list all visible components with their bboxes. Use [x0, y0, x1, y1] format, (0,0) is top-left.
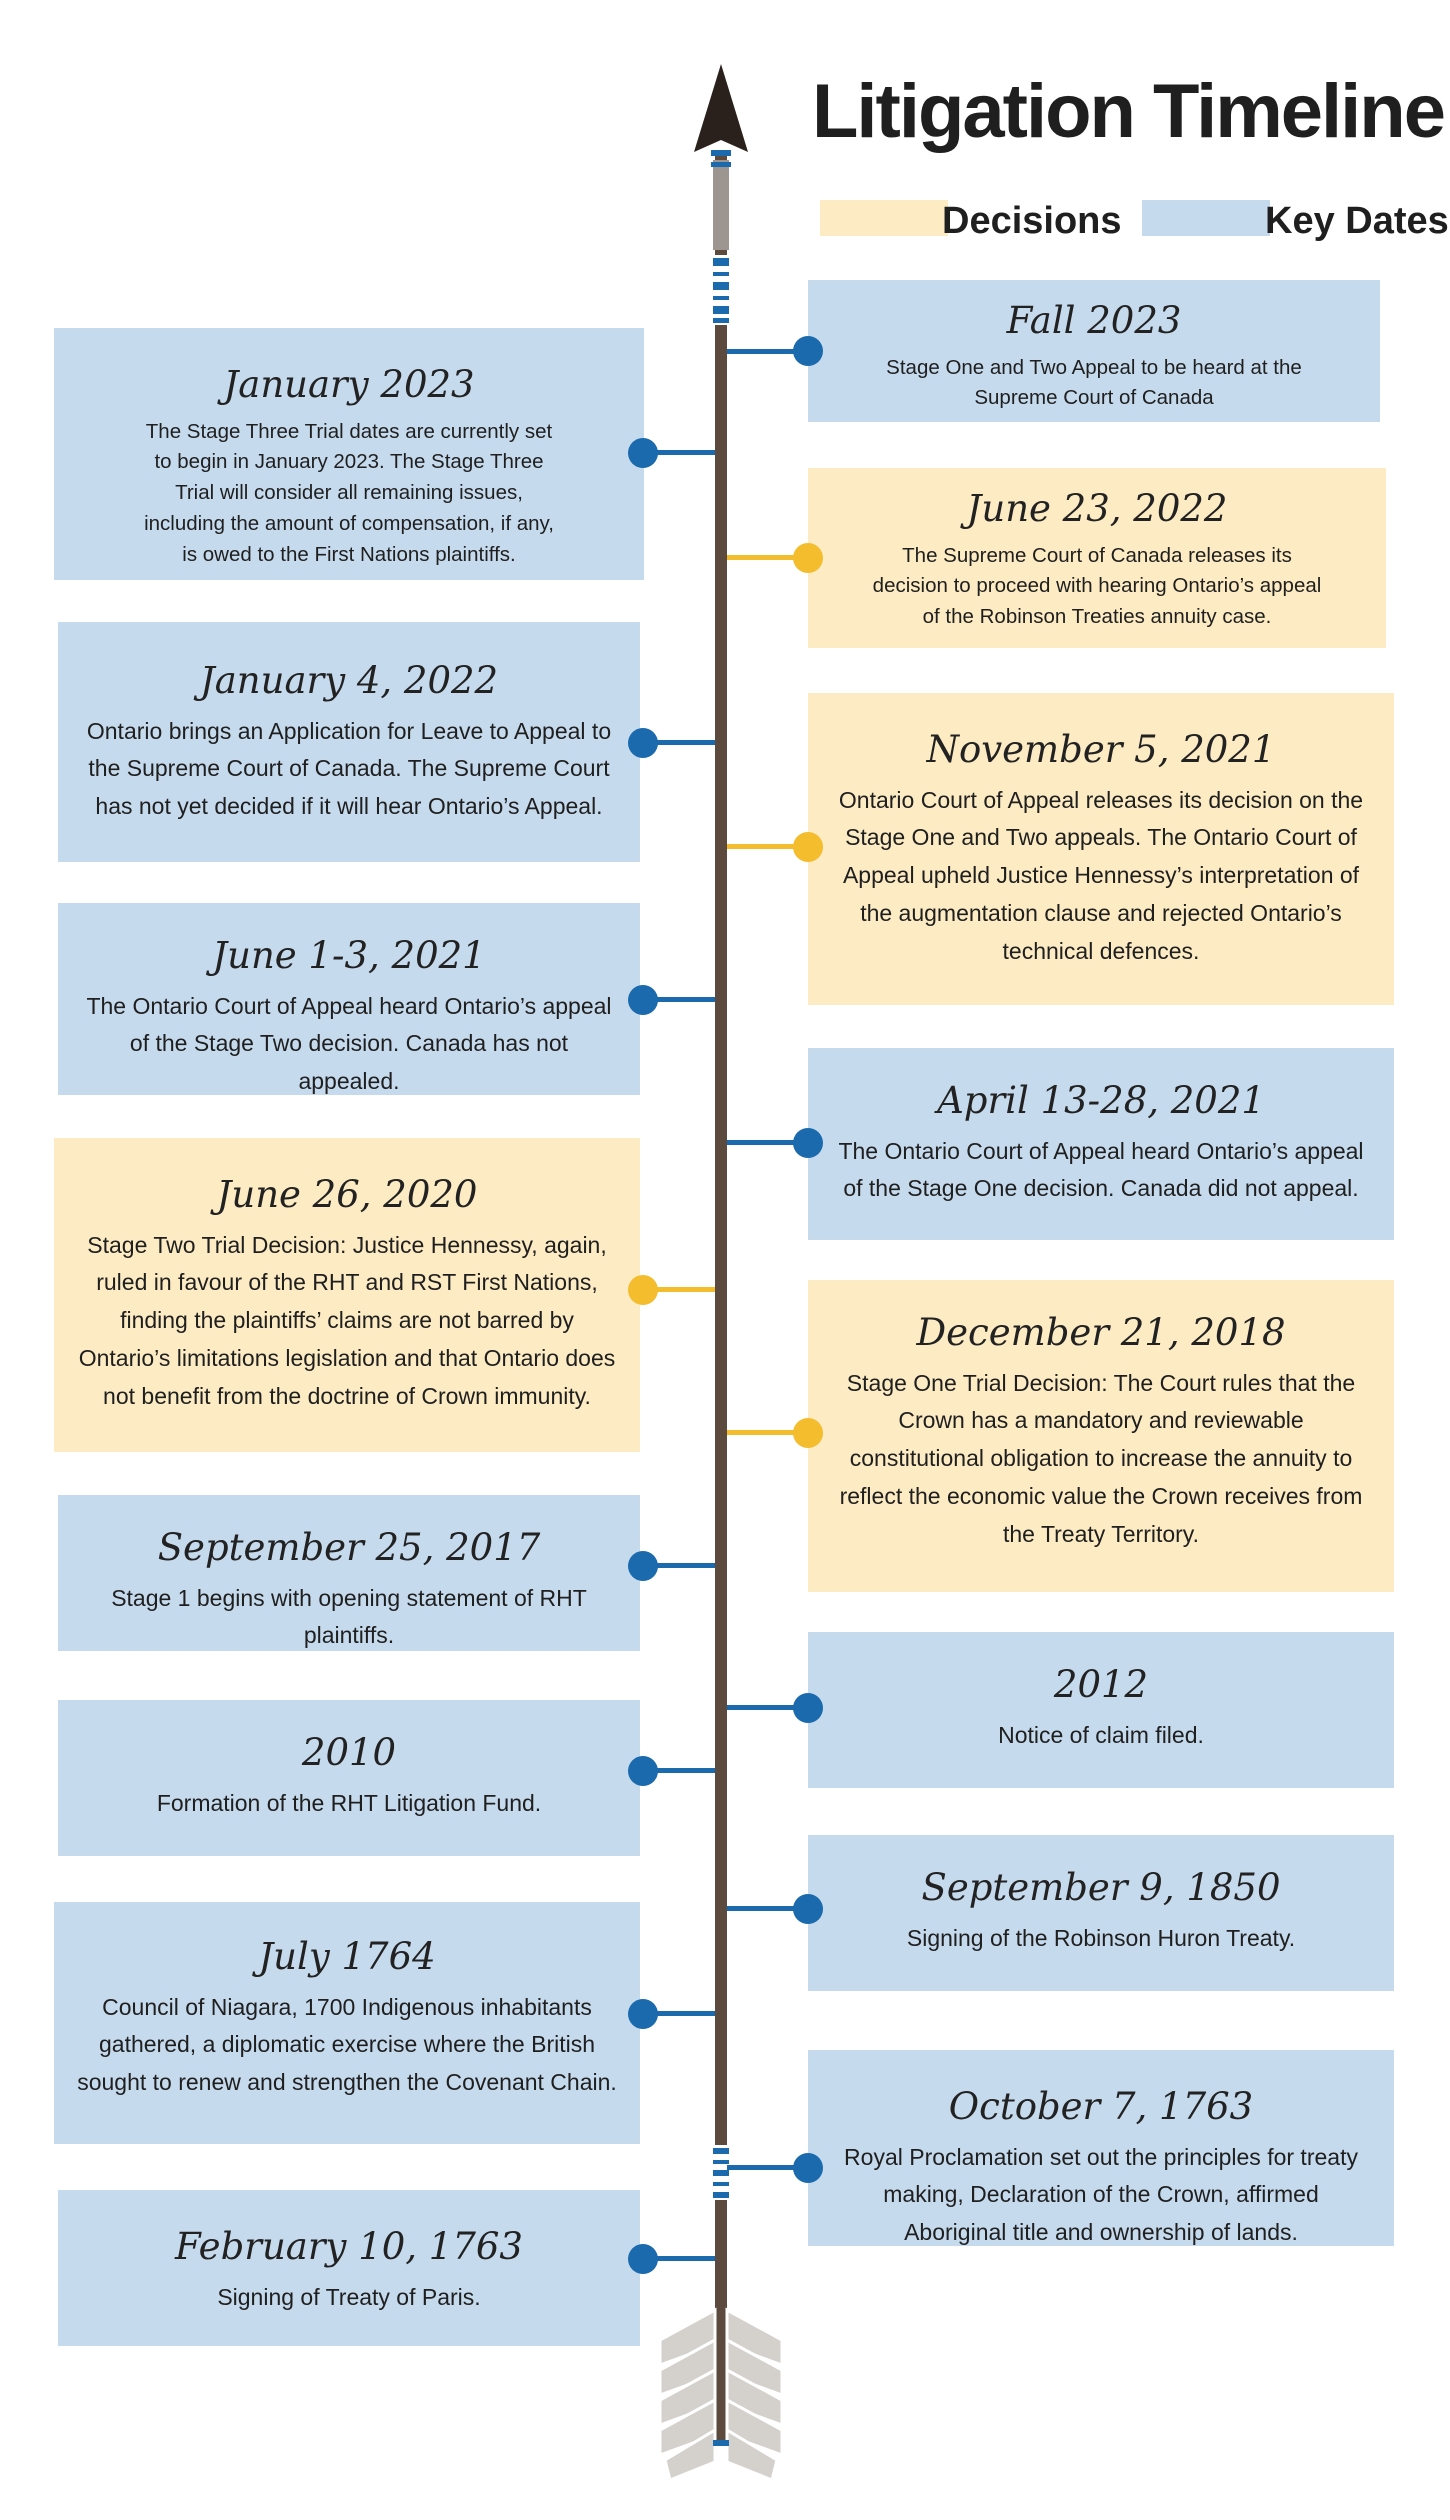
connector-dot: [793, 1418, 823, 1448]
event-card: [808, 1632, 1394, 1788]
event-description: Stage One Trial Decision: The Court rules that the Crown has a mandatory and reviewable constitutional obligation to increase the annuity to reflect the economic value the Crown receives from the Treaty Territory.: [839, 1369, 1363, 1548]
event-date: September 25, 2017: [157, 1526, 541, 1569]
event-description: Notice of claim filed.: [998, 1721, 1204, 1748]
event-description: Stage 1 begins with opening statement of RHT plaintiffs.: [111, 1584, 587, 1649]
page-title: Litigation Timeline: [812, 69, 1444, 154]
event-description: Ontario brings an Application for Leave to Appeal to the Supreme Court of Canada. The Supreme Court has not yet decided if it will hear Ontario’s Appeal.: [86, 717, 612, 820]
event-card: [808, 1280, 1394, 1592]
connector-dot: [793, 336, 823, 366]
connector-dot: [628, 985, 658, 1015]
event-description: The Stage Three Trial dates are currently set to begin in January 2023. The Stage Three Trial will consider all remaining issues, including the amount of compensation, if any, is owed to the First Nations plaintiffs.: [144, 419, 554, 566]
event-description: Royal Proclamation set out the principles for treaty making, Declaration of the Crown, affirmed Aboriginal title and ownership of lands.: [844, 2143, 1358, 2246]
connector-dot: [793, 1128, 823, 1158]
connector-dot: [628, 1551, 658, 1581]
legend-label-key-dates: Key Dates: [1265, 200, 1449, 242]
event-card: [808, 2050, 1394, 2246]
connector-dot: [628, 1275, 658, 1305]
shaft-beading-lower: [711, 2145, 731, 2200]
legend-swatch-key-dates: [1142, 200, 1270, 236]
shaft-wrap-upper: [713, 160, 729, 250]
event-date: April 13-28, 2021: [937, 1079, 1265, 1122]
event-description: The Ontario Court of Appeal heard Ontario’s appeal of the Stage Two decision. Canada has not appealed.: [86, 992, 612, 1095]
connector-dot: [628, 728, 658, 758]
event-card: [54, 328, 644, 580]
event-description: Stage One and Two Appeal to be heard at the Supreme Court of Canada: [886, 355, 1302, 410]
event-date: June 1-3, 2021: [212, 934, 486, 977]
event-description: Stage Two Trial Decision: Justice Hennessy, again, ruled in favour of the RHT and RST First Nations, finding the plaintiffs’ claims are not barred by Ontario’s limitations legislation and that Ontario does not benefit from the doctrine of Crown immunity.: [78, 1231, 616, 1410]
event-date: Fall 2023: [1006, 299, 1182, 342]
event-date: July 1764: [258, 1935, 436, 1978]
event-date: December 21, 2018: [916, 1311, 1286, 1354]
event-date: June 26, 2020: [216, 1173, 478, 1216]
connector-dot: [793, 1693, 823, 1723]
event-card: [58, 2190, 640, 2346]
event-description: The Supreme Court of Canada releases its decision to proceed with hearing Ontario’s appeal of the Robinson Treaties annuity case.: [872, 543, 1322, 629]
event-description: Signing of Treaty of Paris.: [217, 2283, 481, 2310]
event-description: Ontario Court of Appeal releases its decision on the Stage One and Two appeals. The Ontario Court of Appeal upheld Justice Hennessy’s interpretation of the augmentation clause and rejected Ontario’s technical defences.: [838, 786, 1364, 965]
event-card: [54, 1138, 640, 1452]
event-date: June 23, 2022: [966, 487, 1228, 530]
event-card: [808, 1835, 1394, 1991]
arrowhead-icon: [694, 64, 748, 152]
event-date: January 4, 2022: [199, 659, 499, 702]
event-description: Signing of the Robinson Huron Treaty.: [906, 1924, 1296, 1951]
arrow-shaft: [715, 150, 727, 2440]
event-date: October 7, 1763: [948, 2085, 1254, 2128]
connector-dot: [628, 2244, 658, 2274]
event-card: [58, 622, 640, 862]
connector-dot: [628, 1999, 658, 2029]
connector-dot: [793, 832, 823, 862]
event-card: [808, 1048, 1394, 1240]
event-card: [54, 1902, 640, 2144]
connector-dot: [628, 438, 658, 468]
event-date: 2012: [1053, 1663, 1149, 1706]
event-description: Formation of the RHT Litigation Fund.: [156, 1789, 542, 1816]
connector-dot: [793, 1894, 823, 1924]
connector-dot: [793, 543, 823, 573]
event-date: February 10, 1763: [175, 2225, 523, 2268]
shaft-nock: [713, 2440, 729, 2446]
event-description: Council of Niagara, 1700 Indigenous inhabitants gathered, a diplomatic exercise where the British sought to renew and strengthen the Covenant Chain.: [77, 1993, 617, 2096]
event-card: [808, 693, 1394, 1005]
event-date: January 2023: [223, 363, 475, 406]
event-date: November 5, 2021: [926, 728, 1276, 771]
connector-dot: [793, 2153, 823, 2183]
event-card: [808, 280, 1380, 422]
legend-swatch-decisions: [820, 200, 948, 236]
event-card: [58, 1495, 640, 1651]
event-card: [58, 1700, 640, 1856]
event-date: 2010: [301, 1731, 397, 1774]
connector-dot: [628, 1756, 658, 1786]
event-card: [808, 468, 1386, 648]
legend-label-decisions: Decisions: [942, 200, 1122, 242]
event-description: The Ontario Court of Appeal heard Ontario’s appeal of the Stage One decision. Canada did not appeal.: [838, 1137, 1364, 1202]
event-card: [58, 903, 640, 1095]
event-date: September 9, 1850: [921, 1866, 1281, 1909]
